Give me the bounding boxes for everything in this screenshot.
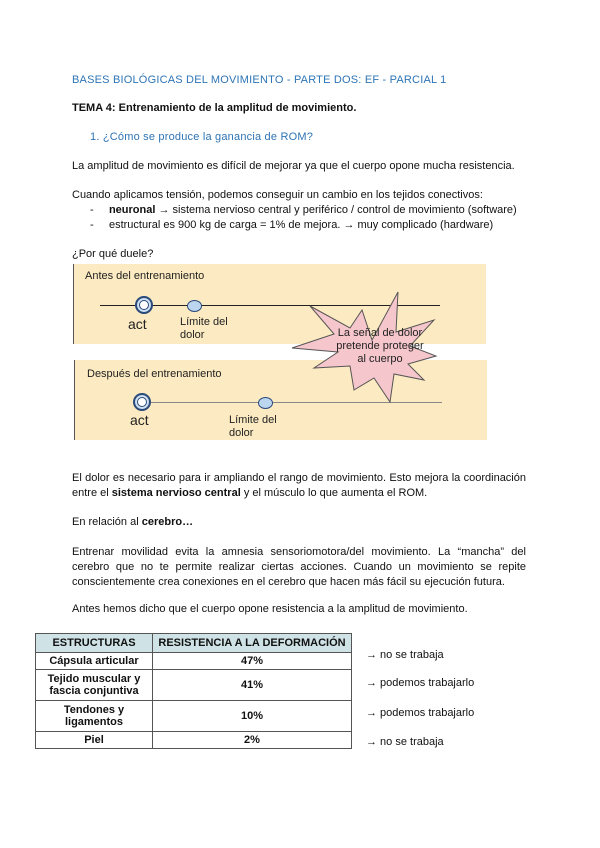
document-header: BASES BIOLÓGICAS DEL MOVIMIENTO - PARTE DOS: EF - PARCIAL 1 — [72, 74, 447, 86]
before-label: Antes del entrenamiento — [85, 270, 205, 282]
paragraph: Cuando aplicamos tensión, podemos conseguir un cambio en los tejidos conectivos: — [72, 189, 483, 201]
act-label: act — [128, 316, 147, 332]
table-note: → podemos trabajarlo — [366, 677, 475, 689]
structure-cell: Tejido muscular y fascia conjuntiva — [36, 670, 153, 701]
table-note: → podemos trabajarlo — [366, 707, 475, 719]
table-row — [36, 670, 352, 701]
column-header: ESTRUCTURAS — [36, 634, 153, 653]
table-row — [36, 701, 352, 732]
value-cell: 41% — [153, 670, 352, 701]
limit-line2: dolor — [229, 427, 254, 439]
structure-cell: Piel — [36, 732, 153, 749]
paragraph: La amplitud de movimiento es difícil de mejorar ya que el cuerpo opone mucha resistencia. — [72, 160, 515, 172]
paragraph: Entrenar movilidad evita la amnesia sensoriomotora/del movimiento. La “mancha” del cerebro que no te permite realizar ciertas acciones. Cuando un movimiento se repite conscientemente crea conexiones en el cerebro que hacen más fácil su ejecución futura. — [72, 546, 526, 588]
bullet-text: → sistema nervioso central y periférico / control de movimiento (software) — [155, 204, 517, 216]
bullet-item: - estructural es 900 kg de carga = 1% de mejora. → muy complicado (hardware) — [90, 219, 494, 231]
table-note: → no se trabaja — [366, 736, 444, 748]
structure-cell: Tendones y ligamentos — [36, 701, 153, 732]
paragraph: Antes hemos dicho que el cuerpo opone resistencia a la amplitud de movimiento. — [72, 603, 468, 615]
limit-line1: Límite del — [229, 414, 277, 426]
topic-number: TEMA 4: — [72, 102, 116, 114]
value-cell: 2% — [153, 732, 352, 749]
topic-title — [72, 102, 356, 114]
act-circle-icon — [133, 393, 151, 411]
limit-label — [229, 414, 277, 440]
bullet-bold: neuronal — [108, 204, 156, 216]
act-circle-icon — [135, 296, 153, 314]
burst-text — [335, 327, 425, 366]
bullet-item: - neuronal → sistema nervioso central y periférico / control de movimiento (software) — [90, 204, 517, 216]
burst-line2: pretende proteger — [336, 340, 424, 352]
text: El dolor es necesario para ir ampliando el rango de movimiento. Esto mejora la coordinación entre el — [72, 472, 526, 499]
value-cell: 47% — [153, 653, 352, 670]
burst-line3: al cuerpo — [357, 353, 403, 365]
column-header: RESISTENCIA A LA DEFORMACIÓN — [153, 634, 352, 653]
limit-line2: dolor — [180, 329, 205, 341]
table-header-row — [36, 634, 352, 653]
paragraph — [72, 471, 526, 501]
table-note: → no se trabaja — [366, 649, 444, 661]
value-cell: 10% — [153, 701, 352, 732]
resistance-table — [35, 633, 352, 749]
paragraph — [72, 516, 193, 528]
table-row — [36, 732, 352, 749]
structure-cell: Cápsula articular — [36, 653, 153, 670]
text-bold: cerebro… — [141, 516, 194, 528]
after-label: Después del entrenamiento — [87, 368, 222, 380]
section-heading: 1. ¿Cómo se produce la ganancia de ROM? — [90, 131, 314, 143]
burst-line1: La señal de dolor — [337, 327, 423, 339]
question: ¿Por qué duele? — [72, 248, 154, 260]
text: y el músculo lo que aumenta el ROM. — [240, 487, 428, 499]
pain-limit-dot-icon — [187, 300, 202, 312]
pain-limit-dot-icon — [258, 397, 273, 409]
limit-label — [180, 316, 228, 342]
text: En relación al — [72, 516, 142, 528]
topic-name: Entrenamiento de la amplitud de movimiento. — [115, 102, 357, 114]
act-label: act — [130, 412, 149, 428]
table-row — [36, 653, 352, 670]
limit-line1: Límite del — [180, 316, 228, 328]
bullet-text: estructural es 900 kg de carga = 1% de mejora. → muy complicado (hardware) — [108, 219, 494, 231]
text-bold: sistema nervioso central — [111, 487, 241, 499]
